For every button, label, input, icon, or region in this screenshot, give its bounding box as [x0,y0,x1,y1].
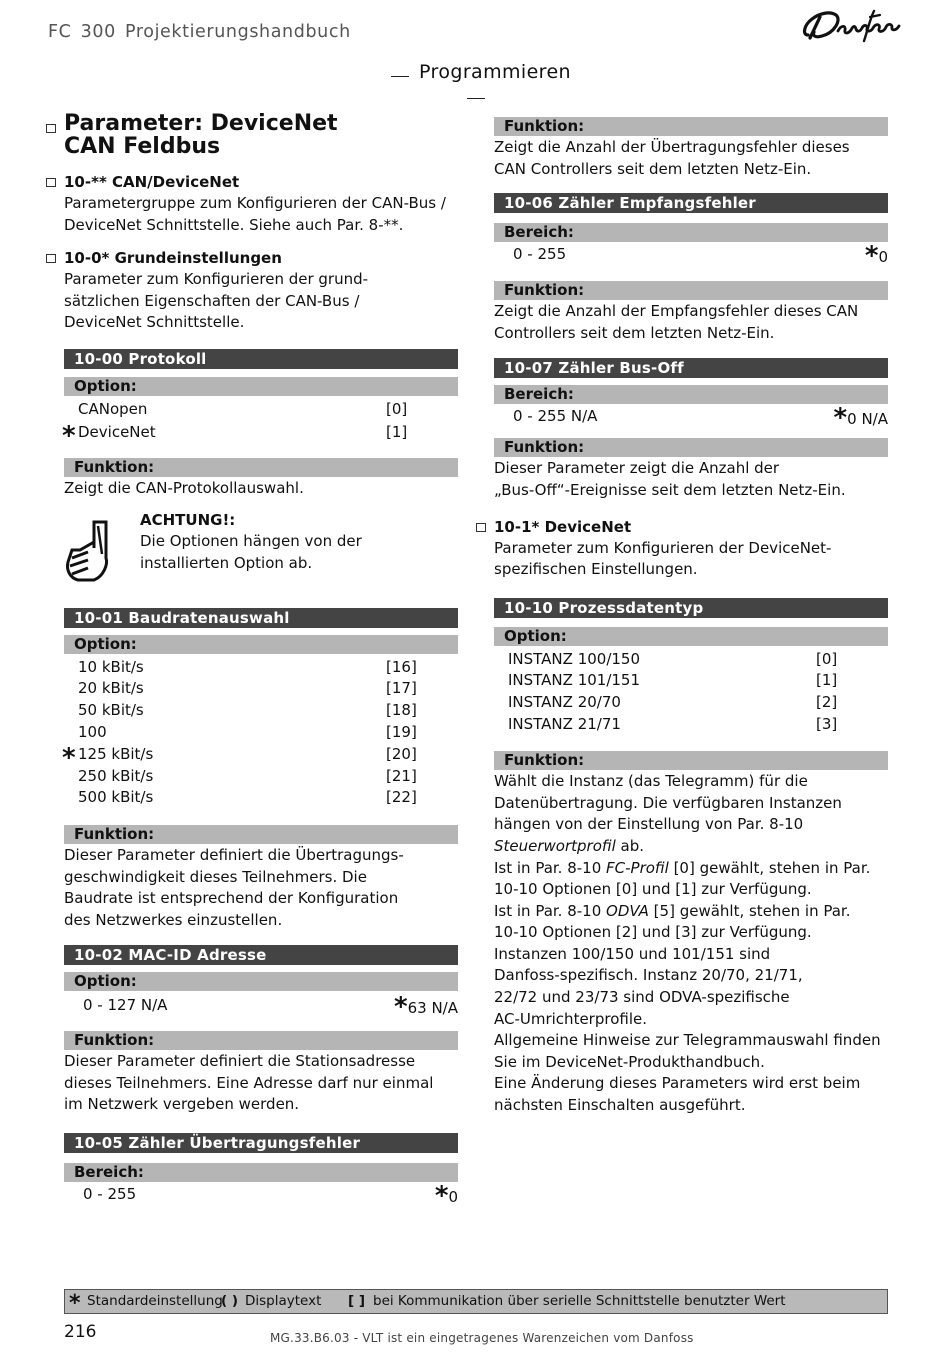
function-line: 10-10 Optionen [0] und [1] zur Verfügung. [494,880,812,899]
option-label-text: 125 kBit/s [78,745,154,764]
function-text [64,845,458,931]
function-text-part: Ist in Par. 8-10 [494,901,607,920]
function-line: CAN Controllers seit dem letzten Netz-Ein. [494,159,812,178]
function-text [494,458,888,501]
section-checkbox-icon [46,178,56,187]
option-value: [3] [816,714,838,733]
default-star-icon: * [833,403,848,434]
range-label: Bereich: [64,1163,458,1182]
group-text: DeviceNet Schnittstelle. Siehe auch Par. 8-**. [64,215,404,234]
option-value: [16] [386,657,417,676]
function-label: Funktion: [64,825,458,844]
note-title: ACHTUNG!: [140,510,236,529]
function-text: Zeigt die CAN-Protokollauswahl. [64,479,304,498]
option-row [64,678,458,700]
right-column [476,117,888,1117]
function-line: 22/72 und 23/73 sind ODVA-spezifische [494,988,790,1007]
function-line: geschwindigkeit dieses Teilnehmers. Die [64,867,367,886]
option-row [62,420,458,451]
default-star-icon: * [434,1181,449,1212]
function-line: hängen von der Einstellung von Par. 8-10 [494,815,804,834]
danfoss-logo [800,5,910,45]
option-label-text: 10 kBit/s [78,657,144,676]
param-name-italic: ODVA [606,901,649,920]
function-line: 10-10 Optionen [2] und [3] zur Verfügung. [494,923,812,942]
function-text [494,301,888,344]
main-title [46,112,458,158]
param-title-10-05: 10-05 Zähler Übertragungsfehler [64,1133,458,1153]
default-value-wrap [434,1181,458,1212]
legend-default: Standardeinstellung [87,1293,223,1309]
range-label: Bereich: [494,223,888,242]
function-line: Sie im DeviceNet-Produkthandbuch. [494,1052,765,1071]
group-text: Parameter zum Konfigurieren der DeviceNet- [494,538,832,557]
note-text [140,510,362,575]
function-label: Funktion: [494,117,888,136]
function-line: Instanzen 100/150 und 101/151 sind [494,944,771,963]
group-10-1 [476,517,888,581]
legend-bar [64,1289,888,1314]
param-title-10-10: 10-10 Prozessdatentyp [494,598,888,618]
function-line: Baudrate ist entsprechend der Konfiguration [64,889,399,908]
option-value: [18] [386,700,417,719]
option-value: [17] [386,679,417,698]
option-label-text: 500 kBit/s [78,788,154,807]
page-number: 216 [64,1322,97,1342]
main-title-line-1: Parameter: DeviceNet [64,111,338,136]
option-row [64,766,458,788]
option-value: [0] [816,649,838,668]
default-value-wrap [864,241,888,272]
function-line [494,858,888,880]
default-value-wrap [833,403,888,434]
group-title: 10-** CAN/DeviceNet [64,173,240,191]
option-label-text: DeviceNet [78,422,156,441]
legend-serial-mark: [ ] [348,1293,366,1309]
range-row [64,992,458,1023]
option-row [494,714,888,736]
range-value: 0 - 127 N/A [83,996,168,1015]
function-line: Zeigt die Anzahl der Übertragungsfehler dieses [494,138,850,156]
function-line: dieses Teilnehmers. Eine Adresse darf nur einmal [64,1073,434,1092]
legend-display: Displaytext [245,1293,322,1309]
option-list-10-10 [494,649,888,735]
function-text [494,771,888,1117]
option-list-10-01 [64,657,458,809]
trademark-note: MG.33.B6.03 - VLT ist ein eingetragenes Warenzeichen vom Danfoss [270,1331,694,1345]
default-value: 0 [448,1188,458,1207]
function-line: Wählt die Instanz (das Telegramm) für die [494,772,808,791]
range-row [64,1181,458,1212]
option-label-text: INSTANZ 100/150 [508,649,641,668]
option-row [64,722,458,744]
range-value: 0 - 255 [83,1185,137,1204]
option-row [64,787,458,809]
group-10-all [46,172,458,236]
group-text: spezifischen Einstellungen. [494,560,698,579]
function-line: nächsten Einschalten ausgeführt. [494,1096,746,1115]
legend-display-mark: ( ) [221,1293,239,1309]
document-title: FC 300 Projektierungshandbuch [48,22,351,42]
function-line [494,836,888,858]
option-label-text: 100 [78,722,107,741]
option-label-text: 50 kBit/s [78,700,144,719]
function-line: Datenübertragung. Die verfügbaren Instanzen [494,793,842,812]
function-line: im Netzwerk vergeben werden. [64,1095,300,1114]
group-text: Parameter zum Konfigurieren der grund- [64,270,369,289]
option-row [494,670,888,692]
option-label-text: INSTANZ 101/151 [508,671,641,690]
group-title: 10-1* DeviceNet [494,517,632,536]
option-row [64,700,458,722]
default-value: 0 N/A [847,410,888,429]
function-line: Zeigt die Anzahl der Empfangsfehler dieses CAN [494,302,859,321]
function-label: Funktion: [494,438,888,457]
range-row [494,403,888,434]
group-text: Parametergruppe zum Konfigurieren der CAN-Bus / [64,194,446,212]
section-checkbox-icon [46,254,56,263]
function-text-part: ab. [615,836,645,855]
note-line: Die Optionen hängen von der [140,532,362,551]
param-name-italic: FC-Profil [606,858,669,877]
param-title-10-02: 10-02 MAC-ID Adresse [64,945,458,965]
warning-hand-icon [64,520,112,584]
function-line: Eine Änderung dieses Parameters wird erst beim [494,1074,861,1093]
option-row [494,692,888,714]
param-title-10-01: 10-01 Baudratenauswahl [64,608,458,628]
section-heading-text: Programmieren [419,61,571,83]
function-label: Funktion: [64,458,458,477]
option-row [494,649,888,671]
option-list-10-00 [62,399,458,451]
param-title-10-07: 10-07 Zähler Bus-Off [494,358,888,378]
param-title-10-06: 10-06 Zähler Empfangsfehler [494,193,888,213]
function-text [494,137,888,180]
option-label-text: INSTANZ 21/71 [508,714,621,733]
param-name-italic: Steuerwortprofil [494,836,616,855]
default-star-icon: * [62,743,76,774]
option-row [64,657,458,679]
default-star-icon: * [394,992,408,1023]
function-text-part: [0] gewählt, stehen in Par. [668,858,871,877]
legend-serial: bei Kommunikation über serielle Schnittstelle benutzter Wert [373,1293,786,1309]
option-value: [22] [386,788,417,807]
function-line: Danfoss-spezifisch. Instanz 20/70, 21/71, [494,966,803,985]
main-title-line-2: CAN Feldbus [64,134,221,159]
function-label: Funktion: [64,1031,458,1050]
option-label-text: CANopen [78,399,148,418]
function-line: Dieser Parameter definiert die Übertragungs- [64,845,404,864]
range-value: 0 - 255 N/A [513,407,598,426]
option-label-text: 20 kBit/s [78,679,144,698]
default-value: 63 N/A [407,999,458,1018]
option-label-text: INSTANZ 20/70 [508,692,621,711]
range-row [494,241,888,272]
group-text: sätzlichen Eigenschaften der CAN-Bus / [64,291,360,310]
function-line: Dieser Parameter zeigt die Anzahl der [494,459,780,478]
range-value: 0 - 255 [513,245,567,264]
function-line: Dieser Parameter definiert die Stationsadresse [64,1052,416,1071]
function-text-part: Ist in Par. 8-10 [494,858,607,877]
option-value: [1] [816,671,838,690]
heading-dash-right [467,98,485,100]
function-line: Allgemeine Hinweise zur Telegrammauswahl finden [494,1031,881,1050]
note-line: installierten Option ab. [140,553,313,572]
option-value: [19] [386,722,417,741]
heading-dash-left [391,76,409,78]
default-value-wrap [394,992,458,1023]
param-title-10-00: 10-00 Protokoll [64,349,458,369]
option-row [62,743,458,774]
option-value: [20] [386,745,417,764]
function-line: Controllers seit dem letzten Netz-Ein. [494,323,775,342]
function-text [64,1051,458,1116]
option-value: [2] [816,692,838,711]
function-line: „Bus-Off“-Ereignisse seit dem letzten Netz-Ein. [494,480,846,499]
function-line: AC-Umrichterprofile. [494,1009,647,1028]
function-label: Funktion: [494,281,888,300]
section-checkbox-icon [46,124,56,133]
warning-note [64,510,458,588]
default-star-icon: * [62,420,76,451]
function-line [494,901,888,923]
group-text: DeviceNet Schnittstelle. [64,313,245,332]
option-label: Option: [64,377,458,396]
function-line: des Netzwerkes einzustellen. [64,910,283,929]
section-checkbox-icon [476,523,486,532]
group-10-0 [46,248,458,334]
option-label: Option: [494,627,888,646]
range-label: Bereich: [494,385,888,404]
function-text-part: [5] gewählt, stehen in Par. [648,901,851,920]
function-label: Funktion: [494,751,888,770]
option-label: Option: [64,635,458,654]
left-column [46,111,458,1212]
option-value: [21] [386,766,417,785]
option-row [64,399,458,421]
option-label: Option: [64,972,458,991]
option-value: [1] [386,422,408,441]
default-star-icon: * [69,1291,81,1316]
default-value: 0 [878,248,888,267]
section-heading [365,61,587,105]
default-star-icon: * [864,241,879,272]
group-title: 10-0* Grundeinstellungen [64,249,282,268]
option-value: [0] [386,399,408,418]
option-label-text: 250 kBit/s [78,766,154,785]
